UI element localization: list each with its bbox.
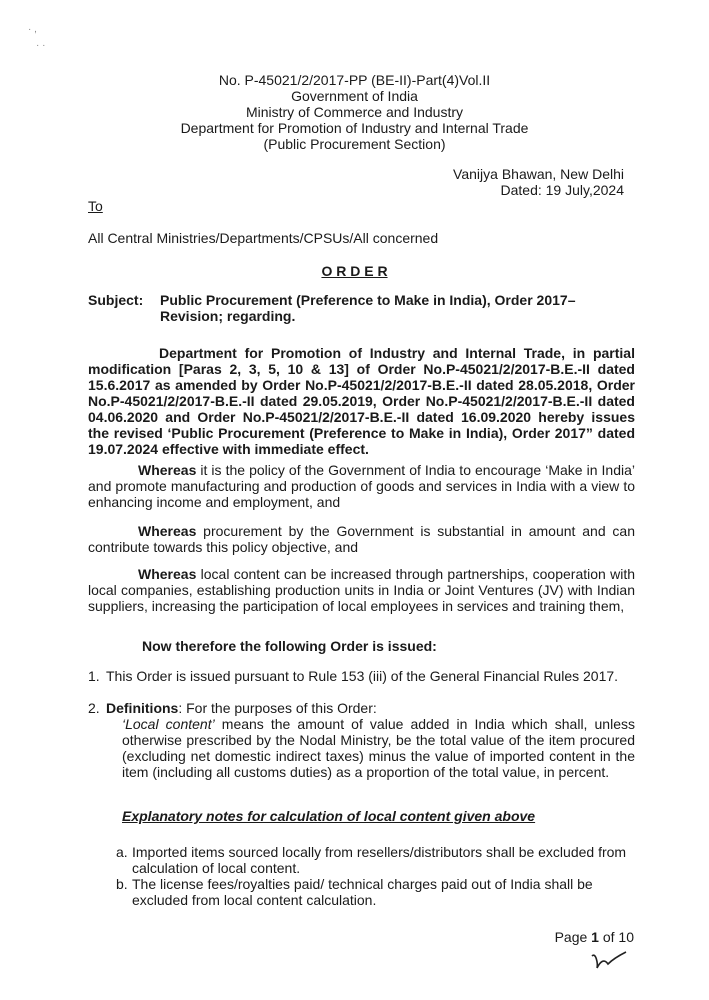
now-therefore: Now therefore the following Order is issued: (142, 638, 437, 654)
whereas-lead: Whereas (138, 566, 197, 582)
subject-line-1: Public Procurement (Preference to Make in India), Order 2017– (160, 292, 576, 308)
local-content-definition (122, 716, 635, 780)
subject-label: Subject: (88, 292, 144, 308)
date: Dated: 19 July,2024 (500, 182, 624, 198)
header-govt: Government of India (291, 88, 418, 104)
subject-line-2: Revision; regarding. (160, 308, 296, 324)
item-1-text: This Order is issued pursuant to Rule 153 (iii) of the General Financial Rules 2017. (106, 668, 619, 684)
note-a-text: Imported items sourced locally from resellers/distributors shall be excluded from calculation of local content. (132, 844, 627, 876)
initial-signature-icon (588, 950, 628, 974)
page-total: of 10 (598, 929, 634, 945)
notes-heading: Explanatory notes for calculation of local content given above (122, 808, 536, 824)
whereas-paragraph-1 (88, 462, 635, 510)
whereas-text: it is the policy of the Government of India to encourage ‘Make in India’ and promote manufacturing and production of goods and services in India with a view to enhancing income and employment, and (88, 462, 635, 510)
whereas-text: procurement by the Government is substantial in amount and can contribute towards this policy objective, and (88, 523, 635, 555)
whereas-paragraph-3 (88, 566, 635, 614)
order-heading: O R D E R (321, 263, 388, 279)
page-number (555, 929, 634, 945)
recipients: All Central Ministries/Departments/CPSUs/All concerned (88, 230, 439, 246)
whereas-lead: Whereas (138, 462, 197, 478)
place: Vanijya Bhawan, New Delhi (453, 166, 624, 182)
header-ministry: Ministry of Commerce and Industry (245, 104, 464, 120)
definition-text: means the amount of value added in India which shall, unless otherwise prescribed by the Nodal Ministry, be the total value of the item procured (excluding net domestic indirect taxes) minus the value of imported content in the item (including all customs duties) as a proportion of the total value, in percent. (122, 716, 635, 780)
note-letter: b. (116, 876, 128, 892)
whereas-lead: Whereas (138, 523, 197, 539)
page-prefix: Page (554, 929, 592, 945)
to-label: To (88, 198, 103, 214)
definition-term: ‘Local content’ (122, 716, 215, 732)
item-number: 1. (88, 668, 100, 684)
item-2-text (106, 700, 635, 716)
whereas-text: local content can be increased through partnerships, cooperation with local companies, establishing production units in India or Joint Ventures (JV) with Indian suppliers, increasing the participation of local employees in services and training them, (88, 566, 635, 614)
page-current: 1 (591, 929, 599, 945)
definitions-intro: : For the purposes of this Order: (178, 700, 377, 716)
scan-mark: · · (36, 40, 46, 51)
intro-paragraph: Department for Promotion of Industry and Internal Trade, in partial modification [Paras 2, 3, 5, 10 & 13] of Order No.P-45021/2/2017-B.E.-II dated 15.6.2017 as amended by Order No.P-45021/2/2017-B.E.-II dated 28.05.2018, Order No.P-45021/2/2017-B.E.-II dated 29.05.2019, Order No.P-45021/2/2017-B.E.-II dated 04.06.2020 and Order No.P-45021/2/2017-B.E.-II dated 16.09.2020 hereby issues the revised ‘Public Procurement (Preference to Make in India), Order 2017” dated 19.07.2024 effective with immediate effect. (88, 345, 635, 457)
header-ref: No. P-45021/2/2017-PP (BE-II)-Part(4)Vol.II (218, 72, 491, 88)
definitions-label: Definitions (106, 700, 179, 716)
header-department: Department for Promotion of Industry and Internal Trade (180, 120, 529, 136)
item-number: 2. (88, 700, 100, 716)
scan-mark: · , (28, 24, 37, 35)
note-letter: a. (116, 844, 128, 860)
whereas-paragraph-2 (88, 523, 635, 555)
header-section: (Public Procurement Section) (263, 136, 446, 152)
note-b-text: The license fees/royalties paid/ technical charges paid out of India shall be excluded from local content calculation. (132, 876, 593, 908)
